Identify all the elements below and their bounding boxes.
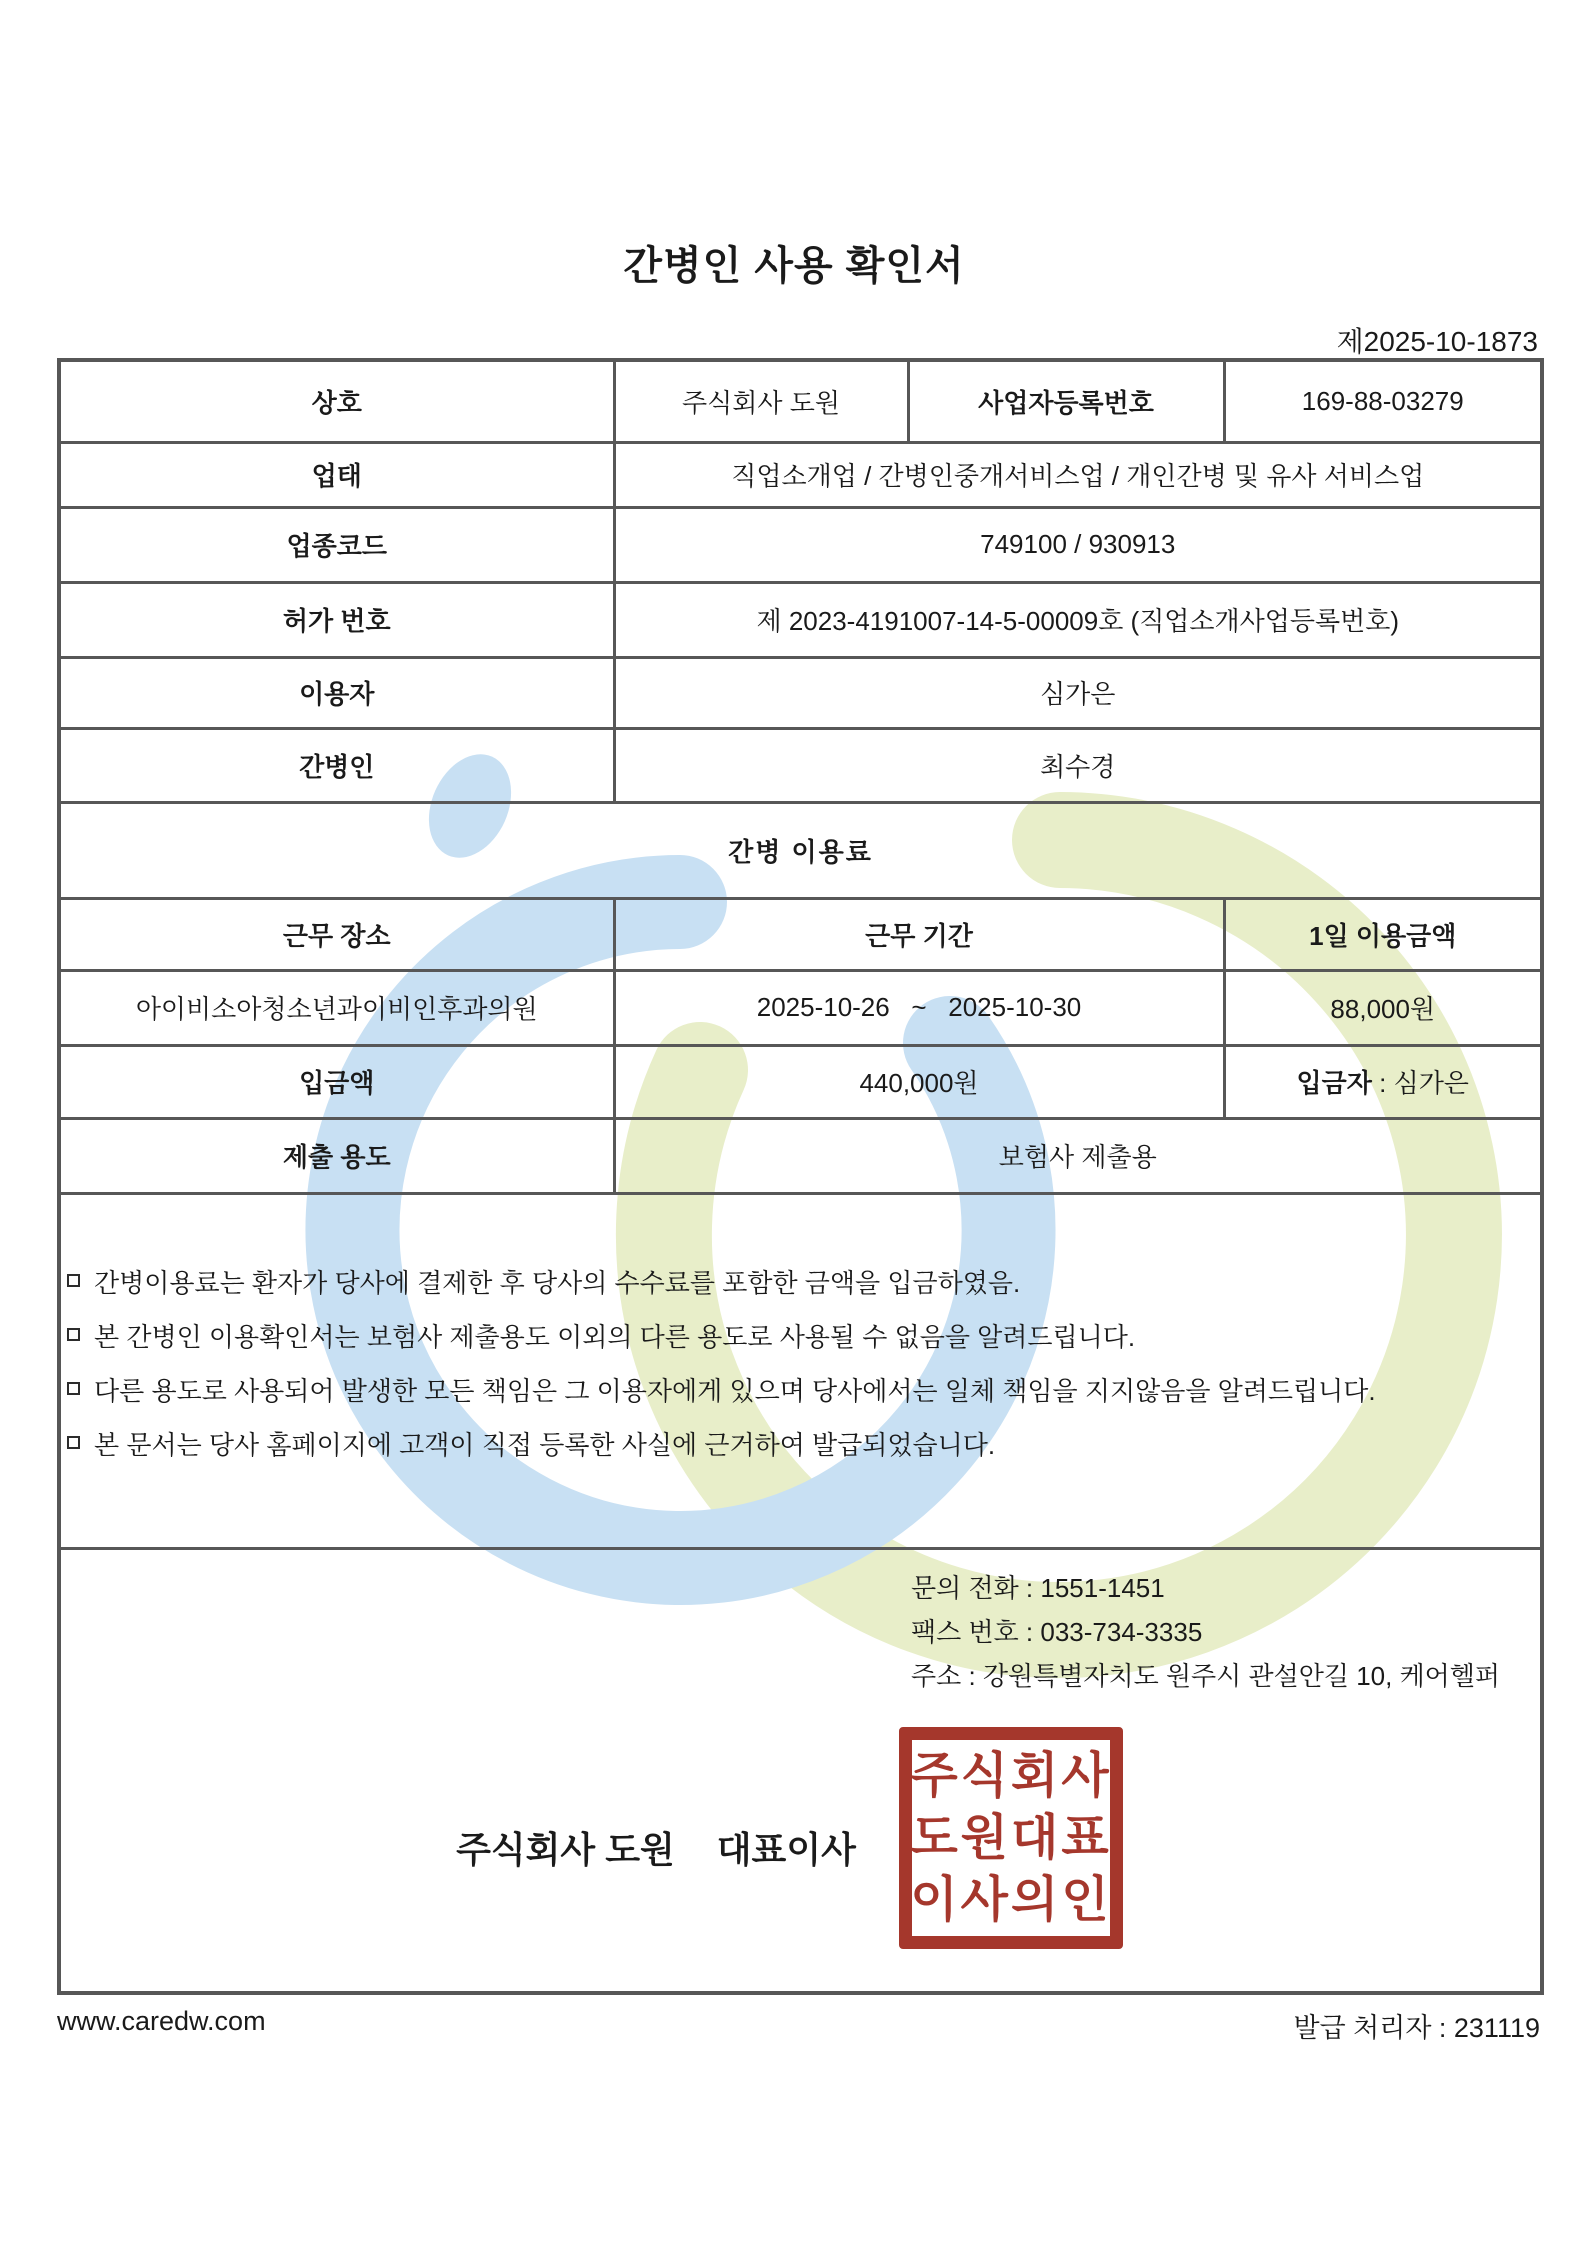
daily-fee-header: 1일 이용금액: [1224, 898, 1542, 970]
permit-number-label: 허가 번호: [59, 582, 614, 657]
table-row-notes: [59, 1193, 1542, 1548]
work-place-header: 근무 장소: [59, 898, 614, 970]
table-row-fee-section: [59, 802, 1542, 898]
table-row-permit-number: [59, 582, 1542, 657]
work-place-value: 아이비소아청소년과이비인후과의원: [59, 970, 614, 1045]
table-row-fee-header: [59, 898, 1542, 970]
square-bullet-icon: [67, 1436, 80, 1449]
document-number: 제2025-10-1873: [1336, 326, 1538, 357]
caregiver-value: 최수경: [614, 728, 1542, 802]
deposit-label: 입금액: [59, 1045, 614, 1118]
note-item: [67, 1425, 1534, 1462]
signature-company: 주식회사 도원: [456, 1828, 675, 1870]
seal-line: 도원대표: [910, 1810, 1112, 1865]
signature-ceo-title: 대표이사: [716, 1828, 856, 1870]
table-row-purpose: [59, 1118, 1542, 1193]
company-signature-line: [331, 1822, 981, 1873]
note-text: 다른 용도로 사용되어 발생한 모든 책임은 그 이용자에게 있으며 당사에서는 일체 책임을 지지않음을 알려드립니다.: [94, 1375, 1376, 1406]
corporate-seal-stamp: [899, 1727, 1123, 1949]
contact-block: [911, 1566, 1500, 1698]
footer-website: www.caredw.com: [57, 2006, 266, 2036]
business-type-label: 업태: [59, 442, 614, 507]
industry-code-value: 749100 / 930913: [614, 507, 1542, 582]
contact-address: 주소 : 강원특별자치도 원주시 관설안길 10, 케어헬퍼: [911, 1660, 1501, 1691]
signature-cell: [59, 1548, 1542, 1993]
depositor-name: : 심가은: [1371, 1068, 1469, 1098]
square-bullet-icon: [67, 1382, 80, 1395]
user-value: 심가은: [614, 657, 1542, 728]
permit-number-value: 제 2023-4191007-14-5-00009호 (직업소개사업등록번호): [614, 582, 1542, 657]
company-label: 상호: [59, 360, 614, 442]
note-text: 본 문서는 당사 홈페이지에 고객이 직접 등록한 사실에 근거하여 발급되었습니다.: [94, 1429, 996, 1460]
business-type-value: 직업소개업 / 간병인중개서비스업 / 개인간병 및 유사 서비스업: [614, 442, 1542, 507]
work-period-value: 2025-10-26 ~ 2025-10-30: [614, 970, 1224, 1045]
contact-phone: 문의 전화 : 1551-1451: [911, 1572, 1165, 1603]
table-row-user: [59, 657, 1542, 728]
contact-fax: 팩스 번호 : 033-734-3335: [911, 1616, 1203, 1647]
work-period-header: 근무 기간: [614, 898, 1224, 970]
note-item: [67, 1263, 1534, 1300]
table-row-company: [59, 360, 1542, 442]
square-bullet-icon: [67, 1328, 80, 1341]
industry-code-label: 업종코드: [59, 507, 614, 582]
table-row-business-type: [59, 442, 1542, 507]
table-row-signature: [59, 1548, 1542, 1993]
seal-line: 이사의인: [910, 1872, 1112, 1927]
deposit-amount: 440,000원: [614, 1045, 1224, 1118]
page-title: 간병인 사용 확인서: [623, 244, 965, 288]
fee-section-title: 간병 이용료: [59, 802, 1542, 898]
note-item: [67, 1371, 1534, 1408]
table-row-fee-data: [59, 970, 1542, 1045]
note-item: [67, 1317, 1534, 1354]
certificate-table: [57, 358, 1544, 1995]
depositor-cell: [1224, 1045, 1542, 1118]
table-row-caregiver: [59, 728, 1542, 802]
note-text: 간병이용료는 환자가 당사에 결제한 후 당사의 수수료를 포함한 금액을 입금하였음.: [94, 1267, 1021, 1298]
caregiver-label: 간병인: [59, 728, 614, 802]
user-label: 이용자: [59, 657, 614, 728]
page-footer: [57, 2006, 1540, 2045]
notes-cell: [59, 1193, 1542, 1548]
table-row-industry-code: [59, 507, 1542, 582]
note-text: 본 간병인 이용확인서는 보험사 제출용도 이외의 다른 용도로 사용될 수 없음을 알려드립니다.: [94, 1321, 1136, 1352]
seal-line: 주식회사: [910, 1748, 1112, 1803]
purpose-value: 보험사 제출용: [614, 1118, 1542, 1193]
company-value: 주식회사 도원: [614, 360, 908, 442]
business-number-value: 169-88-03279: [1224, 360, 1542, 442]
footer-issuer: 발급 처리자 : 231119: [1293, 2013, 1540, 2043]
depositor-label: 입금자: [1296, 1068, 1372, 1098]
square-bullet-icon: [67, 1274, 80, 1287]
daily-fee-value: 88,000원: [1224, 970, 1542, 1045]
table-row-deposit: [59, 1045, 1542, 1118]
purpose-label: 제출 용도: [59, 1118, 614, 1193]
business-number-label: 사업자등록번호: [908, 360, 1224, 442]
